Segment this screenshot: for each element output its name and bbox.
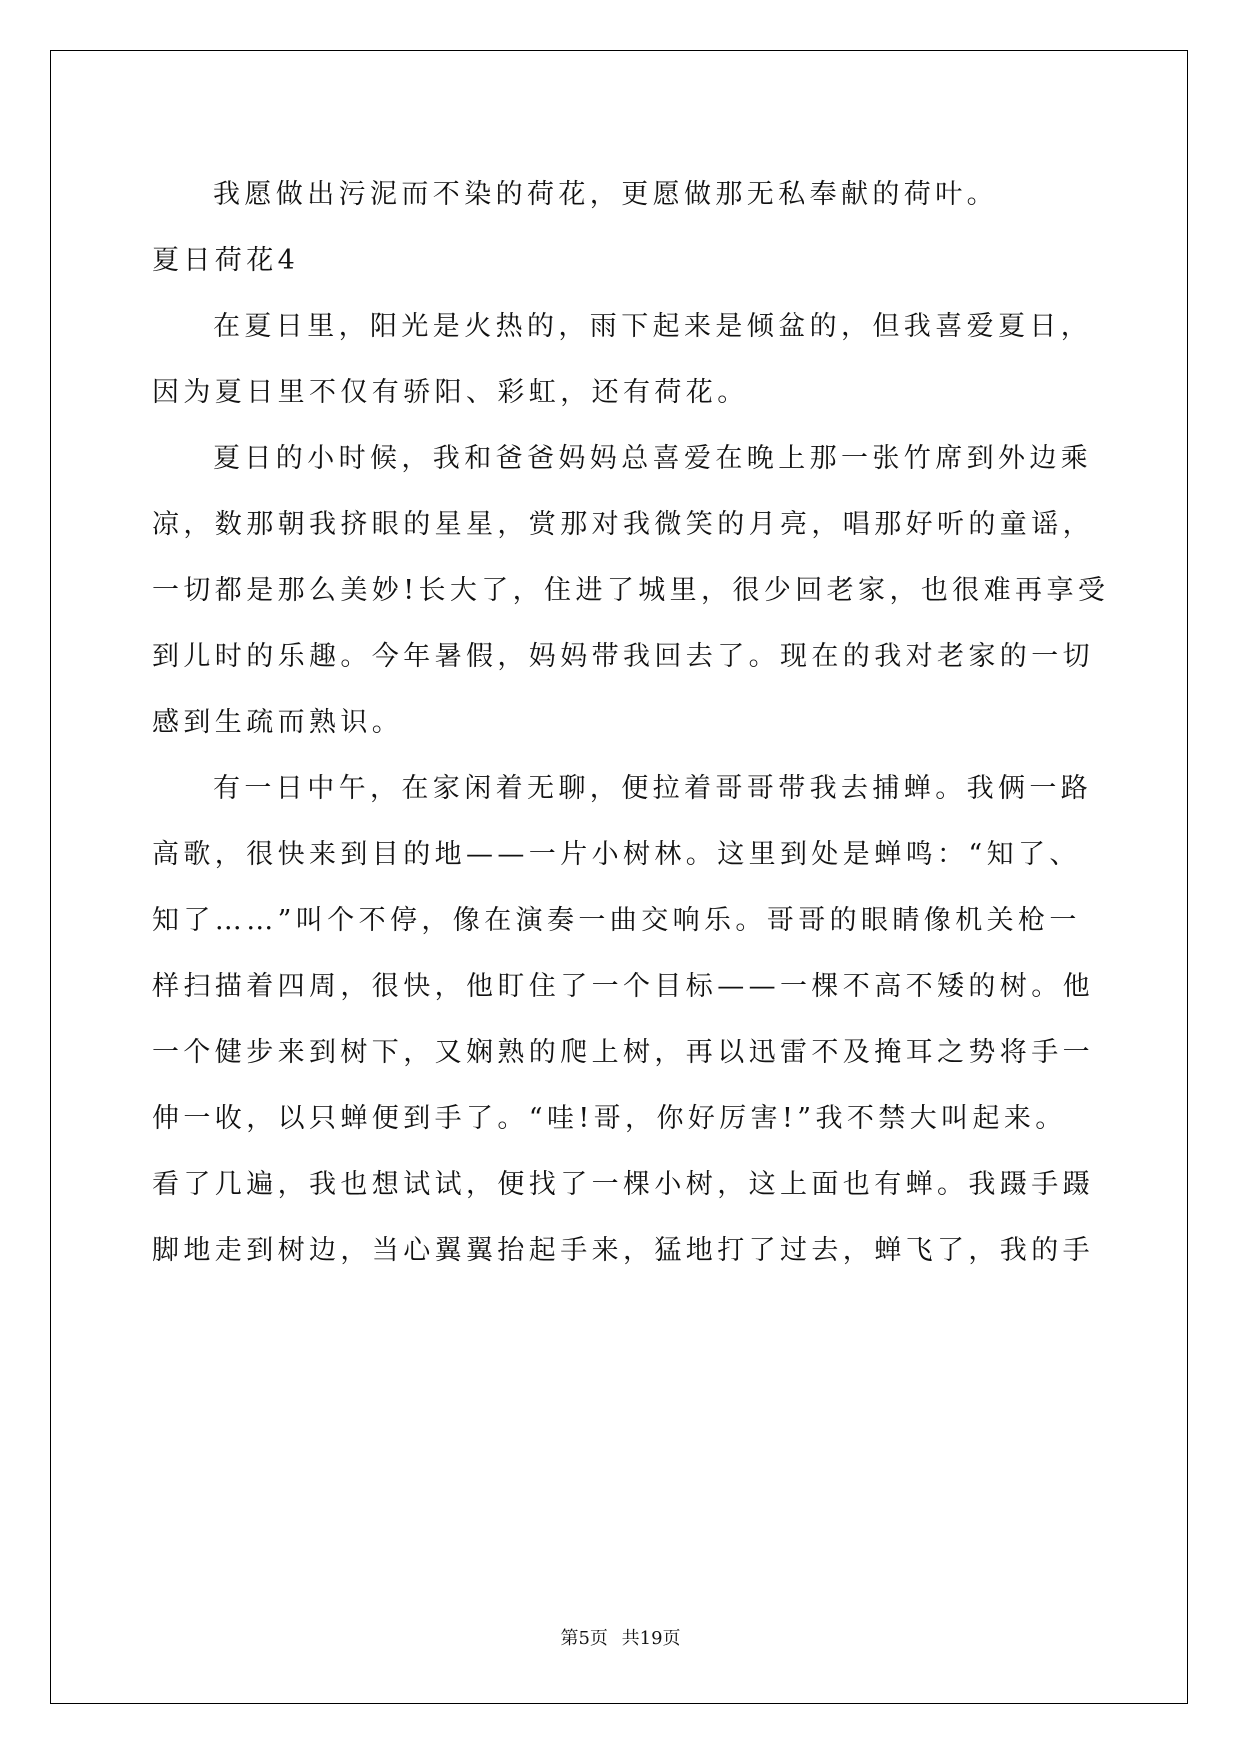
section-heading: 夏日荷花4 bbox=[152, 245, 300, 276]
text-line: 凉，数那朝我挤眼的星星，赏那对我微笑的月亮，唱那好听的童谣， bbox=[152, 509, 1094, 540]
text-line: 有一日中午，在家闲着无聊，便拉着哥哥带我去捕蝉。我俩一路 bbox=[213, 773, 1093, 804]
text-line: 脚地走到树边，当心翼翼抬起手来，猛地打了过去，蝉飞了，我的手 bbox=[152, 1235, 1094, 1266]
text-line: 因为夏日里不仅有骄阳、彩虹，还有荷花。 bbox=[152, 377, 749, 408]
text-line: 一切都是那么美妙!长大了，住进了城里，很少回老家，也很难再享受 bbox=[152, 575, 1110, 606]
text-line: 知了……”叫个不停，像在演奏一曲交响乐。哥哥的眼睛像机关枪一 bbox=[152, 905, 1081, 936]
text-line: 感到生疏而熟识。 bbox=[152, 707, 404, 738]
text-line: 我愿做出污泥而不染的荷花，更愿做那无私奉献的荷叶。 bbox=[213, 179, 998, 210]
text-line: 到儿时的乐趣。今年暑假，妈妈带我回去了。现在的我对老家的一切 bbox=[152, 641, 1094, 672]
text-line: 高歌，很快来到目的地——一片小树林。这里到处是蝉鸣：“知了、 bbox=[152, 839, 1081, 870]
text-line: 夏日的小时候，我和爸爸妈妈总喜爱在晚上那一张竹席到外边乘 bbox=[213, 443, 1093, 474]
text-line: 样扫描着四周，很快，他盯住了一个目标——一棵不高不矮的树。他 bbox=[152, 971, 1094, 1002]
text-line: 看了几遍，我也想试试，便找了一棵小树，这上面也有蝉。我蹑手蹑 bbox=[152, 1169, 1094, 1200]
text-line: 一个健步来到树下，又娴熟的爬上树，再以迅雷不及掩耳之势将手一 bbox=[152, 1037, 1094, 1068]
document-body bbox=[152, 162, 1110, 1284]
text-line: 在夏日里，阳光是火热的，雨下起来是倾盆的，但我喜爱夏日， bbox=[213, 311, 1093, 342]
text-line: 伸一收，以只蝉便到手了。“哇!哥，你好厉害!”我不禁大叫起来。 bbox=[152, 1103, 1067, 1134]
page-footer bbox=[0, 1624, 1241, 1650]
page-total: 共19页 bbox=[621, 1628, 681, 1649]
page-number: 第5页 bbox=[560, 1628, 608, 1649]
